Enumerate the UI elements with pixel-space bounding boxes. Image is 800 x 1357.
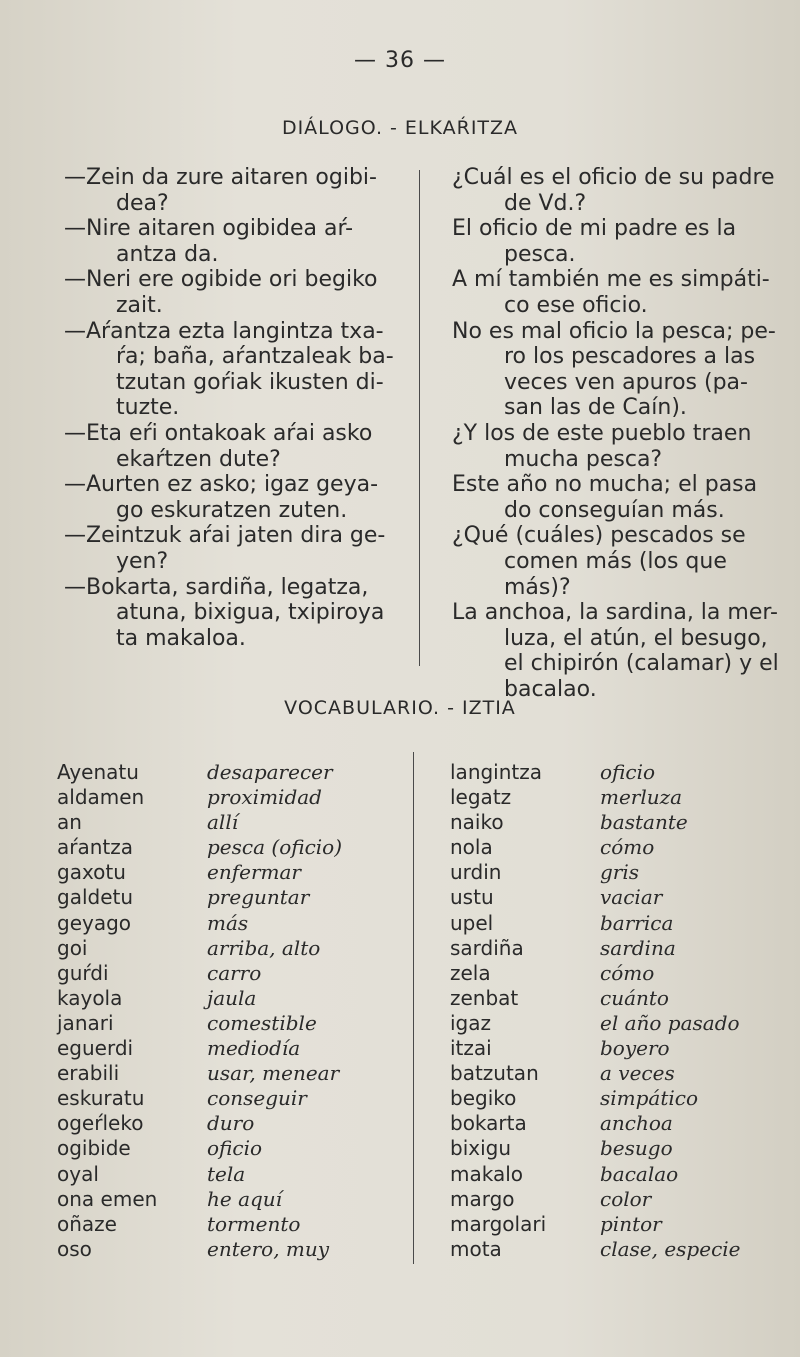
dialog-line: ¿Cuál es el oficio de su padre <box>452 165 775 190</box>
dialog-line: ro los pescadores a las <box>504 344 756 370</box>
spanish-translation: besugo <box>600 1136 673 1161</box>
vocab-row <box>450 1136 741 1161</box>
spanish-translation: allí <box>207 810 239 835</box>
vocab-row <box>57 785 342 810</box>
vocab-row <box>450 961 741 986</box>
dialog-line: A mí también me es simpáti- <box>452 267 770 293</box>
spanish-translation: bacalao <box>600 1161 679 1186</box>
vocab-row <box>450 1162 741 1187</box>
basque-word: an <box>57 810 82 835</box>
basque-word: oñaze <box>57 1211 117 1236</box>
vocab-row <box>450 986 741 1011</box>
vocab-row <box>57 885 342 910</box>
basque-word: eskuratu <box>57 1086 145 1111</box>
dialog-line: antza da. <box>116 241 219 267</box>
basque-word: begiko <box>450 1086 517 1111</box>
vocab-row <box>450 1187 741 1212</box>
basque-word: eguerdi <box>57 1036 134 1061</box>
basque-word: ogeŕleko <box>57 1111 144 1136</box>
basque-word: zela <box>450 960 491 985</box>
basque-word: sardiña <box>450 935 524 960</box>
dialog-line: pesca. <box>504 241 576 267</box>
dialog-line: comen más (los que más)? <box>504 548 734 600</box>
basque-word: oso <box>57 1236 92 1261</box>
spanish-translation: barrica <box>600 910 674 935</box>
vocab-row <box>57 835 342 860</box>
spanish-translation: sardina <box>600 935 676 960</box>
dialog-line: —Aurten ez asko; igaz geya- <box>64 472 379 498</box>
dialog-line: —Bokarta, sardiña, legatza, <box>64 574 369 600</box>
basque-word: margo <box>450 1186 515 1211</box>
basque-word: zenbat <box>450 985 519 1010</box>
vocab-row <box>450 860 741 885</box>
vocab-row <box>57 986 342 1011</box>
dialog-line: bacalao. <box>504 676 597 702</box>
vocab-row <box>450 1061 741 1086</box>
dialog-line: —Zeintzuk aŕai jaten dira ge- <box>64 523 386 549</box>
vocab-row <box>57 810 342 835</box>
basque-word: ogibide <box>57 1136 131 1161</box>
dialog-line: tuzte. <box>116 395 180 421</box>
spanish-translation: oficio <box>600 760 656 784</box>
dialog-line: dea? <box>116 190 169 216</box>
spanish-translation: proximidad <box>207 785 322 810</box>
vocab-right-column <box>450 760 741 1262</box>
spanish-translation: preguntar <box>207 885 310 910</box>
vocab-row <box>57 1061 342 1086</box>
dialog-line: Este año no mucha; el pasa <box>452 472 758 498</box>
basque-word: galdetu <box>57 885 134 910</box>
spanish-translation: enfermar <box>207 860 301 885</box>
vocab-row <box>57 1212 342 1237</box>
basque-word: langintza <box>450 760 543 784</box>
vocab-row <box>450 1036 741 1061</box>
vocab-row <box>57 1136 342 1161</box>
page-number: — 36 — <box>354 48 446 73</box>
basque-word: oyal <box>57 1161 99 1186</box>
vocab-row <box>57 860 342 885</box>
spanish-translation: pintor <box>600 1211 662 1236</box>
spanish-translation: he aquí <box>207 1186 283 1211</box>
vocab-row <box>57 1162 342 1187</box>
vocab-row <box>450 1212 741 1237</box>
spanish-translation: cómo <box>600 960 655 985</box>
basque-word: itzai <box>450 1036 492 1061</box>
dialog-line: zait. <box>116 292 163 318</box>
spanish-translation: tormento <box>207 1211 301 1236</box>
dialog-line: —Eta eŕi ontakoak aŕai asko <box>64 420 373 446</box>
basque-word: Ayenatu <box>57 760 139 784</box>
spanish-translation: anchoa <box>600 1111 673 1136</box>
basque-word: bokarta <box>450 1111 527 1136</box>
spanish-translation: arriba, alto <box>207 935 321 960</box>
vocab-row <box>450 911 741 936</box>
dialog-line: ekaŕtzen dute? <box>116 446 281 472</box>
dialog-title: DIÁLOGO. - ELKAŔITZA <box>281 117 519 139</box>
basque-word: ustu <box>450 885 494 910</box>
vocab-row <box>57 760 342 785</box>
dialog-line: ŕa; baña, aŕantzaleak ba- <box>116 344 394 370</box>
vocab-row <box>450 936 741 961</box>
spanish-translation: tela <box>207 1161 246 1186</box>
vocab-row <box>57 1036 342 1061</box>
basque-word: naiko <box>450 810 504 835</box>
vocab-row <box>450 785 741 810</box>
dialog-line: veces ven apuros (pa- <box>504 369 748 395</box>
spanish-translation: simpático <box>600 1086 699 1111</box>
vocab-row <box>57 1011 342 1036</box>
vocab-row <box>450 1111 741 1136</box>
dialog-line: —Aŕantza ezta langintza txa- <box>64 318 384 344</box>
spanish-translation: carro <box>207 960 262 985</box>
vocab-row <box>450 885 741 910</box>
spanish-translation: mediodía <box>207 1036 301 1061</box>
spanish-translation: vaciar <box>600 885 663 910</box>
dialog-line: yen? <box>116 548 169 574</box>
vocab-row <box>450 1011 741 1036</box>
spanish-translation: entero, muy <box>207 1236 330 1261</box>
basque-word: batzutan <box>450 1061 539 1086</box>
spanish-translation: bastante <box>600 810 688 835</box>
vocab-row <box>57 1237 342 1262</box>
spanish-translation: color <box>600 1186 652 1211</box>
vocab-row <box>57 911 342 936</box>
vocab-row <box>57 961 342 986</box>
dialog-line: ¿Qué (cuáles) pescados se <box>452 523 746 549</box>
basque-word: ona emen <box>57 1186 158 1211</box>
spanish-translation: cómo <box>600 835 655 860</box>
spanish-translation: jaula <box>207 985 257 1010</box>
dialog-line: ¿Y los de este pueblo traen <box>452 420 752 446</box>
dialog-line: No es mal oficio la pesca; pe- <box>452 318 776 344</box>
basque-word: upel <box>450 910 494 935</box>
vocab-divider <box>413 752 414 1264</box>
basque-word: kayola <box>57 985 123 1010</box>
basque-word: bixigu <box>450 1136 512 1161</box>
vocab-row <box>57 1187 342 1212</box>
vocab-row <box>450 760 741 785</box>
basque-word: aŕantza <box>57 835 134 860</box>
dialog-line: —Zein da zure aitaren ogibi- <box>64 165 377 190</box>
basque-word: legatz <box>450 785 512 810</box>
vocab-row <box>57 936 342 961</box>
spanish-translation: desaparecer <box>207 760 333 784</box>
column-divider <box>419 170 420 666</box>
spanish-translation: el año pasado <box>600 1010 740 1035</box>
spanish-translation: merluza <box>600 785 683 810</box>
spanish-translation: a veces <box>600 1061 675 1086</box>
basque-word: igaz <box>450 1010 492 1035</box>
dialog-line: do conseguían más. <box>504 497 725 523</box>
spanish-translation: cuánto <box>600 985 669 1010</box>
dialog-basque-column <box>64 165 404 651</box>
spanish-translation: boyero <box>600 1036 670 1061</box>
basque-word: margolari <box>450 1211 547 1236</box>
dialog-line: —Nire aitaren ogibidea aŕ- <box>64 216 354 242</box>
spanish-translation: más <box>207 910 249 935</box>
dialog-line: luza, el atún, el besugo, <box>504 625 768 651</box>
basque-word: janari <box>57 1010 114 1035</box>
dialog-line: co ese oficio. <box>504 292 648 318</box>
dialog-line: El oficio de mi padre es la <box>452 216 737 242</box>
basque-word: guŕdi <box>57 960 109 985</box>
vocab-row <box>57 1111 342 1136</box>
spanish-translation: oficio <box>207 1136 263 1161</box>
basque-word: aldamen <box>57 785 145 810</box>
basque-word: geyago <box>57 910 132 935</box>
vocab-title: VOCABULARIO. - IZTIA <box>284 697 516 719</box>
basque-word: nola <box>450 835 493 860</box>
dialog-line: tzutan goŕiak ikusten di- <box>116 369 384 395</box>
basque-word: makalo <box>450 1161 524 1186</box>
vocab-row <box>450 1086 741 1111</box>
dialog-line: —Neri ere ogibide ori begiko <box>64 267 378 293</box>
vocab-left-column <box>57 760 342 1262</box>
spanish-translation: conseguir <box>207 1086 307 1111</box>
vocab-row <box>450 1237 741 1262</box>
spanish-translation: clase, especie <box>600 1236 741 1261</box>
dialog-spanish-column <box>452 165 792 702</box>
basque-word: urdin <box>450 860 502 885</box>
basque-word: mota <box>450 1236 502 1261</box>
spanish-translation: duro <box>207 1111 255 1136</box>
dialog-line: ta makaloa. <box>116 625 246 651</box>
dialog-line: La anchoa, la sardina, la mer- <box>452 600 778 626</box>
spanish-translation: usar, menear <box>207 1061 340 1086</box>
spanish-translation: comestible <box>207 1010 317 1035</box>
basque-word: erabili <box>57 1061 120 1086</box>
vocab-row <box>57 1086 342 1111</box>
dialog-line: el chipirón (calamar) y el <box>504 651 779 677</box>
dialog-line: san las de Caín). <box>504 395 687 421</box>
spanish-translation: gris <box>600 860 640 885</box>
dialog-line: de Vd.? <box>504 190 587 216</box>
dialog-line: go eskuratzen zuten. <box>116 497 348 523</box>
dialog-line: mucha pesca? <box>504 446 663 472</box>
vocab-row <box>450 810 741 835</box>
basque-word: goi <box>57 935 88 960</box>
basque-word: gaxotu <box>57 860 126 885</box>
vocab-row <box>450 835 741 860</box>
spanish-translation: pesca (oficio) <box>207 835 343 860</box>
dialog-line: atuna, bixigua, txipiroya <box>116 600 385 626</box>
